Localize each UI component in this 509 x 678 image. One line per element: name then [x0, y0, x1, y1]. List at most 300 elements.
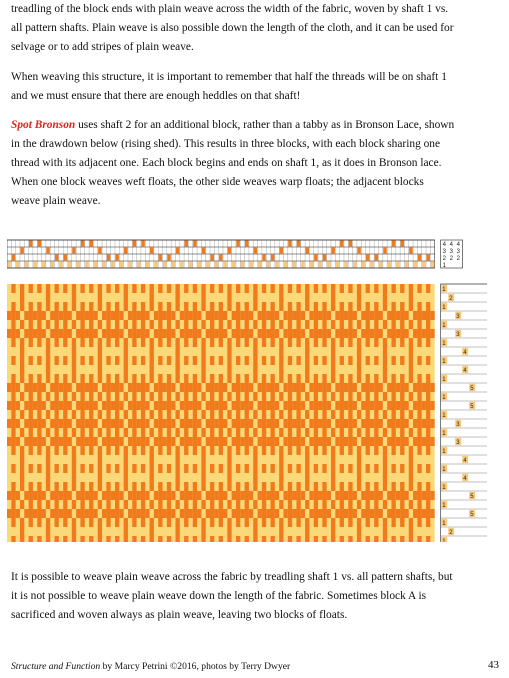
- warp-cell: [391, 446, 395, 455]
- warp-cell: [33, 419, 37, 428]
- warp-cell: [98, 473, 102, 482]
- warp-cell: [158, 302, 162, 311]
- warp-cell: [340, 491, 344, 500]
- warp-cell: [335, 509, 339, 518]
- warp-cell: [106, 419, 110, 428]
- warp-cell: [374, 482, 378, 491]
- warp-cell: [379, 329, 383, 338]
- warp-cell: [16, 383, 20, 392]
- warp-cell: [50, 437, 54, 446]
- warp-cell: [106, 311, 110, 320]
- warp-cell: [262, 491, 266, 500]
- warp-cell: [145, 509, 149, 518]
- warp-cell: [430, 329, 434, 338]
- warp-cell: [266, 419, 270, 428]
- warp-cell: [417, 518, 421, 527]
- warp-cell: [249, 329, 253, 338]
- warp-cell: [314, 428, 318, 437]
- threading-mark: [180, 262, 184, 268]
- warp-cell: [115, 437, 119, 446]
- warp-cell: [417, 302, 421, 311]
- warp-cell: [379, 491, 383, 500]
- warp-cell: [374, 320, 378, 329]
- warp-cell: [46, 473, 50, 482]
- warp-cell: [132, 383, 136, 392]
- treadling-number: 1: [442, 395, 446, 401]
- warp-cell: [124, 446, 128, 455]
- warp-cell: [7, 509, 11, 518]
- warp-cell: [29, 500, 33, 509]
- warp-cell: [98, 302, 102, 311]
- warp-cell: [167, 320, 171, 329]
- warp-cell: [404, 383, 408, 392]
- warp-cell: [63, 410, 67, 419]
- warp-cell: [158, 536, 162, 542]
- warp-cell: [16, 311, 20, 320]
- warp-cell: [327, 419, 331, 428]
- warp-cell: [275, 401, 279, 410]
- warp-cell: [85, 329, 89, 338]
- warp-cell: [409, 536, 413, 542]
- warp-cell: [7, 329, 11, 338]
- warp-cell: [55, 518, 59, 527]
- warp-cell: [426, 464, 430, 473]
- warp-cell: [193, 302, 197, 311]
- warp-cell: [348, 464, 352, 473]
- warp-cell: [275, 311, 279, 320]
- warp-cell: [305, 410, 309, 419]
- warp-cell: [201, 455, 205, 464]
- warp-cell: [400, 509, 404, 518]
- warp-cell: [417, 428, 421, 437]
- warp-cell: [266, 401, 270, 410]
- warp-cell: [413, 437, 417, 446]
- warp-cell: [33, 509, 37, 518]
- warp-cell: [240, 509, 244, 518]
- warp-cell: [85, 311, 89, 320]
- warp-cell: [46, 302, 50, 311]
- threading-mark: [124, 248, 128, 254]
- warp-cell: [59, 401, 63, 410]
- warp-cell: [37, 329, 41, 338]
- warp-cell: [167, 428, 171, 437]
- warp-cell: [391, 356, 395, 365]
- warp-cell: [175, 320, 179, 329]
- warp-cell: [210, 509, 214, 518]
- warp-cell: [348, 329, 352, 338]
- threading-mark: [401, 241, 405, 247]
- warp-cell: [245, 419, 249, 428]
- warp-cell: [391, 410, 395, 419]
- warp-cell: [197, 329, 201, 338]
- warp-cell: [366, 419, 370, 428]
- warp-cell: [417, 311, 421, 320]
- warp-cell: [258, 311, 262, 320]
- threading-mark: [167, 255, 171, 261]
- warp-cell: [24, 419, 28, 428]
- warp-cell: [417, 419, 421, 428]
- warp-cell: [158, 392, 162, 401]
- warp-cell: [76, 509, 80, 518]
- warp-cell: [426, 356, 430, 365]
- warp-cell: [76, 329, 80, 338]
- warp-cell: [271, 428, 275, 437]
- warp-cell: [340, 302, 344, 311]
- warp-cell: [430, 383, 434, 392]
- warp-cell: [167, 401, 171, 410]
- warp-cell: [219, 383, 223, 392]
- warp-cell: [400, 518, 404, 527]
- warp-cell: [137, 437, 141, 446]
- warp-cell: [335, 401, 339, 410]
- warp-cell: [327, 383, 331, 392]
- warp-cell: [124, 302, 128, 311]
- warp-cell: [409, 293, 413, 302]
- warp-cell: [253, 356, 257, 365]
- warp-cell: [366, 464, 370, 473]
- warp-cell: [357, 338, 361, 347]
- warp-cell: [167, 356, 171, 365]
- warp-cell: [430, 491, 434, 500]
- warp-cell: [175, 347, 179, 356]
- warp-cell: [357, 392, 361, 401]
- warp-cell: [184, 500, 188, 509]
- warp-cell: [72, 302, 76, 311]
- warp-cell: [150, 392, 154, 401]
- warp-cell: [227, 428, 231, 437]
- warp-cell: [266, 437, 270, 446]
- warp-cell: [132, 401, 136, 410]
- warp-cell: [150, 536, 154, 542]
- warp-cell: [262, 374, 266, 383]
- warp-cell: [115, 284, 119, 293]
- warp-cell: [63, 284, 67, 293]
- warp-cell: [184, 329, 188, 338]
- warp-cell: [137, 419, 141, 428]
- warp-cell: [80, 311, 84, 320]
- warp-cell: [11, 500, 15, 509]
- threading-mark: [120, 262, 124, 268]
- warp-cell: [348, 356, 352, 365]
- warp-cell: [279, 527, 283, 536]
- warp-cell: [422, 383, 426, 392]
- warp-cell: [374, 446, 378, 455]
- warp-cell: [29, 410, 33, 419]
- threading-mark: [185, 241, 189, 247]
- warp-cell: [29, 536, 33, 542]
- warp-cell: [327, 437, 331, 446]
- warp-cell: [292, 437, 296, 446]
- warp-cell: [318, 491, 322, 500]
- warp-cell: [80, 437, 84, 446]
- warp-cell: [227, 356, 231, 365]
- warp-cell: [288, 302, 292, 311]
- warp-cell: [219, 536, 223, 542]
- warp-cell: [33, 491, 37, 500]
- warp-cell: [210, 410, 214, 419]
- warp-cell: [210, 536, 214, 542]
- warp-cell: [253, 293, 257, 302]
- warp-cell: [227, 473, 231, 482]
- warp-cell: [223, 419, 227, 428]
- warp-cell: [98, 527, 102, 536]
- warp-cell: [180, 383, 184, 392]
- warp-cell: [80, 446, 84, 455]
- warp-cell: [106, 338, 110, 347]
- warp-cell: [214, 419, 218, 428]
- warp-cell: [141, 536, 145, 542]
- warp-cell: [63, 419, 67, 428]
- warp-cell: [106, 437, 110, 446]
- threading-mark: [33, 262, 37, 268]
- warp-cell: [132, 428, 136, 437]
- warp-cell: [188, 509, 192, 518]
- warp-cell: [80, 491, 84, 500]
- warp-cell: [262, 518, 266, 527]
- warp-cell: [80, 302, 84, 311]
- warp-cell: [374, 536, 378, 542]
- warp-cell: [37, 482, 41, 491]
- warp-cell: [417, 491, 421, 500]
- warp-cell: [163, 383, 167, 392]
- text-line: in the drawdown below (rising shed). This results in three blocks, with each block sharing one: [11, 138, 441, 150]
- tieup-number: 4: [442, 241, 447, 248]
- warp-cell: [175, 293, 179, 302]
- warp-cell: [400, 464, 404, 473]
- warp-cell: [413, 419, 417, 428]
- warp-cell: [98, 536, 102, 542]
- warp-cell: [366, 536, 370, 542]
- warp-cell: [374, 302, 378, 311]
- threading-mark: [133, 241, 137, 247]
- warp-cell: [72, 392, 76, 401]
- warp-cell: [391, 320, 395, 329]
- warp-cell: [175, 410, 179, 419]
- warp-cell: [279, 302, 283, 311]
- warp-cell: [106, 500, 110, 509]
- warp-cell: [292, 401, 296, 410]
- warp-cell: [426, 518, 430, 527]
- warp-cell: [374, 401, 378, 410]
- warp-cell: [102, 509, 106, 518]
- warp-cell: [201, 392, 205, 401]
- threading-mark: [12, 255, 16, 261]
- warp-cell: [124, 365, 128, 374]
- warp-cell: [322, 392, 326, 401]
- warp-cell: [72, 455, 76, 464]
- warp-cell: [98, 455, 102, 464]
- tieup-number: 2: [456, 255, 461, 262]
- warp-cell: [80, 383, 84, 392]
- warp-cell: [128, 491, 132, 500]
- text-line: thread with its adjacent one. Each block begins and ends on shaft 1, as it does in Bronson lace.: [11, 157, 442, 169]
- warp-cell: [132, 464, 136, 473]
- warp-cell: [253, 347, 257, 356]
- warp-cell: [348, 338, 352, 347]
- warp-cell: [305, 356, 309, 365]
- warp-cell: [132, 410, 136, 419]
- warp-cell: [383, 473, 387, 482]
- warp-cell: [357, 347, 361, 356]
- warp-cell: [115, 491, 119, 500]
- warp-cell: [50, 491, 54, 500]
- warp-cell: [20, 392, 24, 401]
- warp-cell: [132, 446, 136, 455]
- warp-cell: [322, 302, 326, 311]
- warp-cell: [137, 311, 141, 320]
- warp-cell: [29, 419, 33, 428]
- warp-cell: [201, 527, 205, 536]
- warp-cell: [361, 329, 365, 338]
- warp-cell: [63, 311, 67, 320]
- warp-cell: [89, 329, 93, 338]
- warp-cell: [37, 419, 41, 428]
- warp-cell: [124, 392, 128, 401]
- warp-cell: [288, 446, 292, 455]
- warp-cell: [314, 491, 318, 500]
- warp-cell: [374, 419, 378, 428]
- warp-cell: [167, 284, 171, 293]
- warp-cell: [89, 356, 93, 365]
- warp-cell: [296, 437, 300, 446]
- warp-cell: [167, 383, 171, 392]
- warp-cell: [353, 419, 357, 428]
- warp-cell: [262, 383, 266, 392]
- warp-cell: [206, 401, 210, 410]
- warp-cell: [115, 374, 119, 383]
- threading-mark: [310, 262, 314, 268]
- warp-cell: [409, 347, 413, 356]
- warp-cell: [124, 320, 128, 329]
- warp-cell: [193, 401, 197, 410]
- warp-cell: [322, 311, 326, 320]
- warp-cell: [366, 410, 370, 419]
- warp-cell: [322, 437, 326, 446]
- warp-cell: [288, 410, 292, 419]
- warp-cell: [193, 338, 197, 347]
- threading-mark: [357, 248, 361, 254]
- warp-cell: [89, 392, 93, 401]
- threading-mark: [102, 262, 106, 268]
- warp-cell: [167, 509, 171, 518]
- warp-cell: [366, 428, 370, 437]
- warp-cell: [29, 509, 33, 518]
- warp-cell: [98, 392, 102, 401]
- warp-cell: [353, 491, 357, 500]
- warp-cell: [102, 491, 106, 500]
- warp-cell: [37, 536, 41, 542]
- warp-cell: [128, 311, 132, 320]
- warp-cell: [132, 329, 136, 338]
- warp-cell: [106, 536, 110, 542]
- warp-cell: [20, 284, 24, 293]
- warp-cell: [63, 518, 67, 527]
- treadling-number: 1: [442, 539, 446, 542]
- warp-cell: [210, 329, 214, 338]
- warp-cell: [50, 419, 54, 428]
- warp-cell: [366, 338, 370, 347]
- warp-cell: [296, 374, 300, 383]
- warp-cell: [184, 320, 188, 329]
- warp-cell: [188, 491, 192, 500]
- threading-mark: [193, 241, 197, 247]
- warp-cell: [210, 401, 214, 410]
- warp-cell: [245, 401, 249, 410]
- threading-mark: [327, 262, 331, 268]
- warp-cell: [80, 284, 84, 293]
- warp-cell: [67, 401, 71, 410]
- warp-cell: [370, 509, 374, 518]
- warp-cell: [409, 518, 413, 527]
- warp-cell: [288, 329, 292, 338]
- warp-cell: [150, 410, 154, 419]
- warp-cell: [227, 482, 231, 491]
- warp-cell: [383, 293, 387, 302]
- warp-cell: [361, 419, 365, 428]
- warp-cell: [374, 437, 378, 446]
- warp-cell: [404, 509, 408, 518]
- warp-cell: [383, 302, 387, 311]
- warp-cell: [158, 338, 162, 347]
- warp-cell: [253, 500, 257, 509]
- warp-cell: [175, 365, 179, 374]
- warp-cell: [167, 302, 171, 311]
- warp-cell: [253, 473, 257, 482]
- warp-cell: [426, 410, 430, 419]
- warp-cell: [132, 302, 136, 311]
- warp-cell: [262, 311, 266, 320]
- warp-cell: [193, 284, 197, 293]
- warp-cell: [89, 320, 93, 329]
- warp-cell: [59, 329, 63, 338]
- warp-cell: [85, 491, 89, 500]
- warp-cell: [236, 329, 240, 338]
- warp-cell: [150, 455, 154, 464]
- warp-cell: [426, 374, 430, 383]
- warp-cell: [409, 473, 413, 482]
- warp-cell: [115, 446, 119, 455]
- warp-cell: [124, 455, 128, 464]
- warp-cell: [37, 374, 41, 383]
- warp-cell: [417, 437, 421, 446]
- warp-cell: [331, 473, 335, 482]
- warp-cell: [98, 374, 102, 383]
- warp-cell: [106, 509, 110, 518]
- warp-cell: [271, 284, 275, 293]
- warp-cell: [180, 401, 184, 410]
- warp-cell: [240, 491, 244, 500]
- warp-cell: [11, 446, 15, 455]
- warp-cell: [236, 410, 240, 419]
- warp-cell: [89, 419, 93, 428]
- warp-cell: [301, 401, 305, 410]
- warp-cell: [167, 410, 171, 419]
- warp-cell: [426, 446, 430, 455]
- warp-cell: [175, 302, 179, 311]
- warp-cell: [245, 302, 249, 311]
- warp-cell: [175, 536, 179, 542]
- warp-cell: [370, 419, 374, 428]
- warp-cell: [11, 509, 15, 518]
- warp-cell: [55, 500, 59, 509]
- warp-cell: [20, 374, 24, 383]
- warp-cell: [331, 482, 335, 491]
- warp-cell: [240, 329, 244, 338]
- warp-cell: [292, 509, 296, 518]
- warp-cell: [279, 374, 283, 383]
- warp-cell: [236, 392, 240, 401]
- warp-cell: [193, 356, 197, 365]
